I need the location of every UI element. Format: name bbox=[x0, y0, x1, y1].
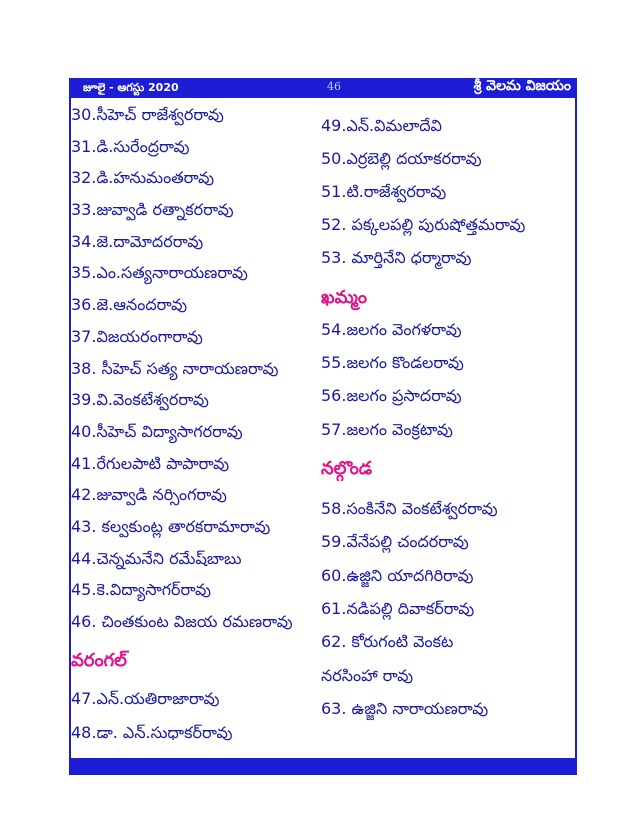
list-item: 50.ఎర్రబెల్లి దయాకరరావు bbox=[321, 149, 482, 168]
list-item: 45.కె.విద్యాసాగర్‌రావు bbox=[71, 580, 212, 599]
magazine-title: శ్రీ వెలమ విజయం bbox=[473, 78, 571, 94]
list-item: 60.ఉజ్జిని యాదగిరిరావు bbox=[321, 566, 474, 585]
list-item: 58.సంకినేని వెంకటేశ్వరరావు bbox=[321, 499, 498, 518]
list-item: 30.సీహెచ్ రాజేశ్వరరావు bbox=[71, 105, 224, 124]
district-heading-nalgonda: నల్గొండ bbox=[321, 458, 373, 479]
list-item: 42.జువ్వాడి నర్సింగరావు bbox=[71, 485, 227, 504]
district-heading-warangal: వరంగల్ bbox=[71, 650, 127, 671]
list-item: 51.టి.రాజేశ్వరరావు bbox=[321, 182, 447, 201]
list-item: 47.ఎన్.యతిరాజారావు bbox=[71, 689, 220, 708]
list-item: 33.జువ్వాడి రత్నాకరరావు bbox=[71, 200, 234, 219]
list-item: 34.జె.దామోదరరావు bbox=[71, 232, 204, 251]
list-item: 39.వి.వెంకటేశ్వరరావు bbox=[71, 390, 209, 409]
magazine-page bbox=[69, 78, 577, 775]
list-item: 57.జలగం వెంక్రటావు bbox=[321, 420, 453, 439]
list-item: 44.చెన్నమనేని రమేష్‌బాబు bbox=[71, 549, 242, 568]
list-item: 56.జలగం ప్రసాదరావు bbox=[321, 386, 462, 405]
district-heading-khammam: ఖమ్మం bbox=[321, 287, 367, 308]
list-item-continuation: నరసింహా రావు bbox=[321, 666, 414, 685]
list-item: 59.వేనేపల్లి చందరరావు bbox=[321, 532, 469, 551]
list-item: 35.ఎం.సత్యనారాయణరావు bbox=[71, 263, 248, 282]
list-item: 61.నడిపల్లి దివాకర్‌రావు bbox=[321, 599, 475, 618]
list-item: 52. పక్కలపల్లి పురుషోత్తమరావు bbox=[321, 215, 526, 234]
list-item: 53. మార్తినేని ధర్మారావు bbox=[321, 248, 472, 267]
list-item: 38. సీహెచ్ సత్య నారాయణరావు bbox=[71, 359, 279, 378]
footer-band bbox=[69, 758, 577, 775]
list-item: 32.డి.హనుమంతరావు bbox=[71, 168, 215, 187]
list-item: 43. కల్వకుంట్ల తారకరామారావు bbox=[71, 517, 271, 536]
page-number: 46 bbox=[327, 80, 341, 93]
list-item: 48.డా. ఎన్.సుధాకర్‌రావు bbox=[71, 723, 233, 742]
right-border-rule bbox=[575, 98, 577, 758]
issue-date: జూలై - ఆగస్టు 2020 bbox=[83, 81, 179, 94]
header-band bbox=[69, 78, 577, 98]
list-item: 37.విజయరంగారావు bbox=[71, 327, 203, 346]
list-item: 63. ఉజ్జిని నారాయణరావు bbox=[321, 699, 489, 718]
list-item: 36.జె.ఆనందరావు bbox=[71, 295, 188, 314]
list-item: 41.రేగులపాటి పాపారావు bbox=[71, 454, 230, 473]
list-item: 31.డి.సురేంద్రరావు bbox=[71, 137, 190, 156]
list-item: 40.సీహెచ్ విద్యాసాగరరావు bbox=[71, 422, 243, 441]
list-item: 55.జలగం కొండలరావు bbox=[321, 353, 464, 372]
list-item: 54.జలగం వెంగళరావు bbox=[321, 320, 462, 339]
list-item: 62. కోరుగంటి వెంకట bbox=[321, 632, 454, 651]
list-item: 46. చింతకుంట విజయ రమణరావు bbox=[71, 612, 293, 631]
list-item: 49.ఎన్.విమలాదేవి bbox=[321, 116, 442, 135]
